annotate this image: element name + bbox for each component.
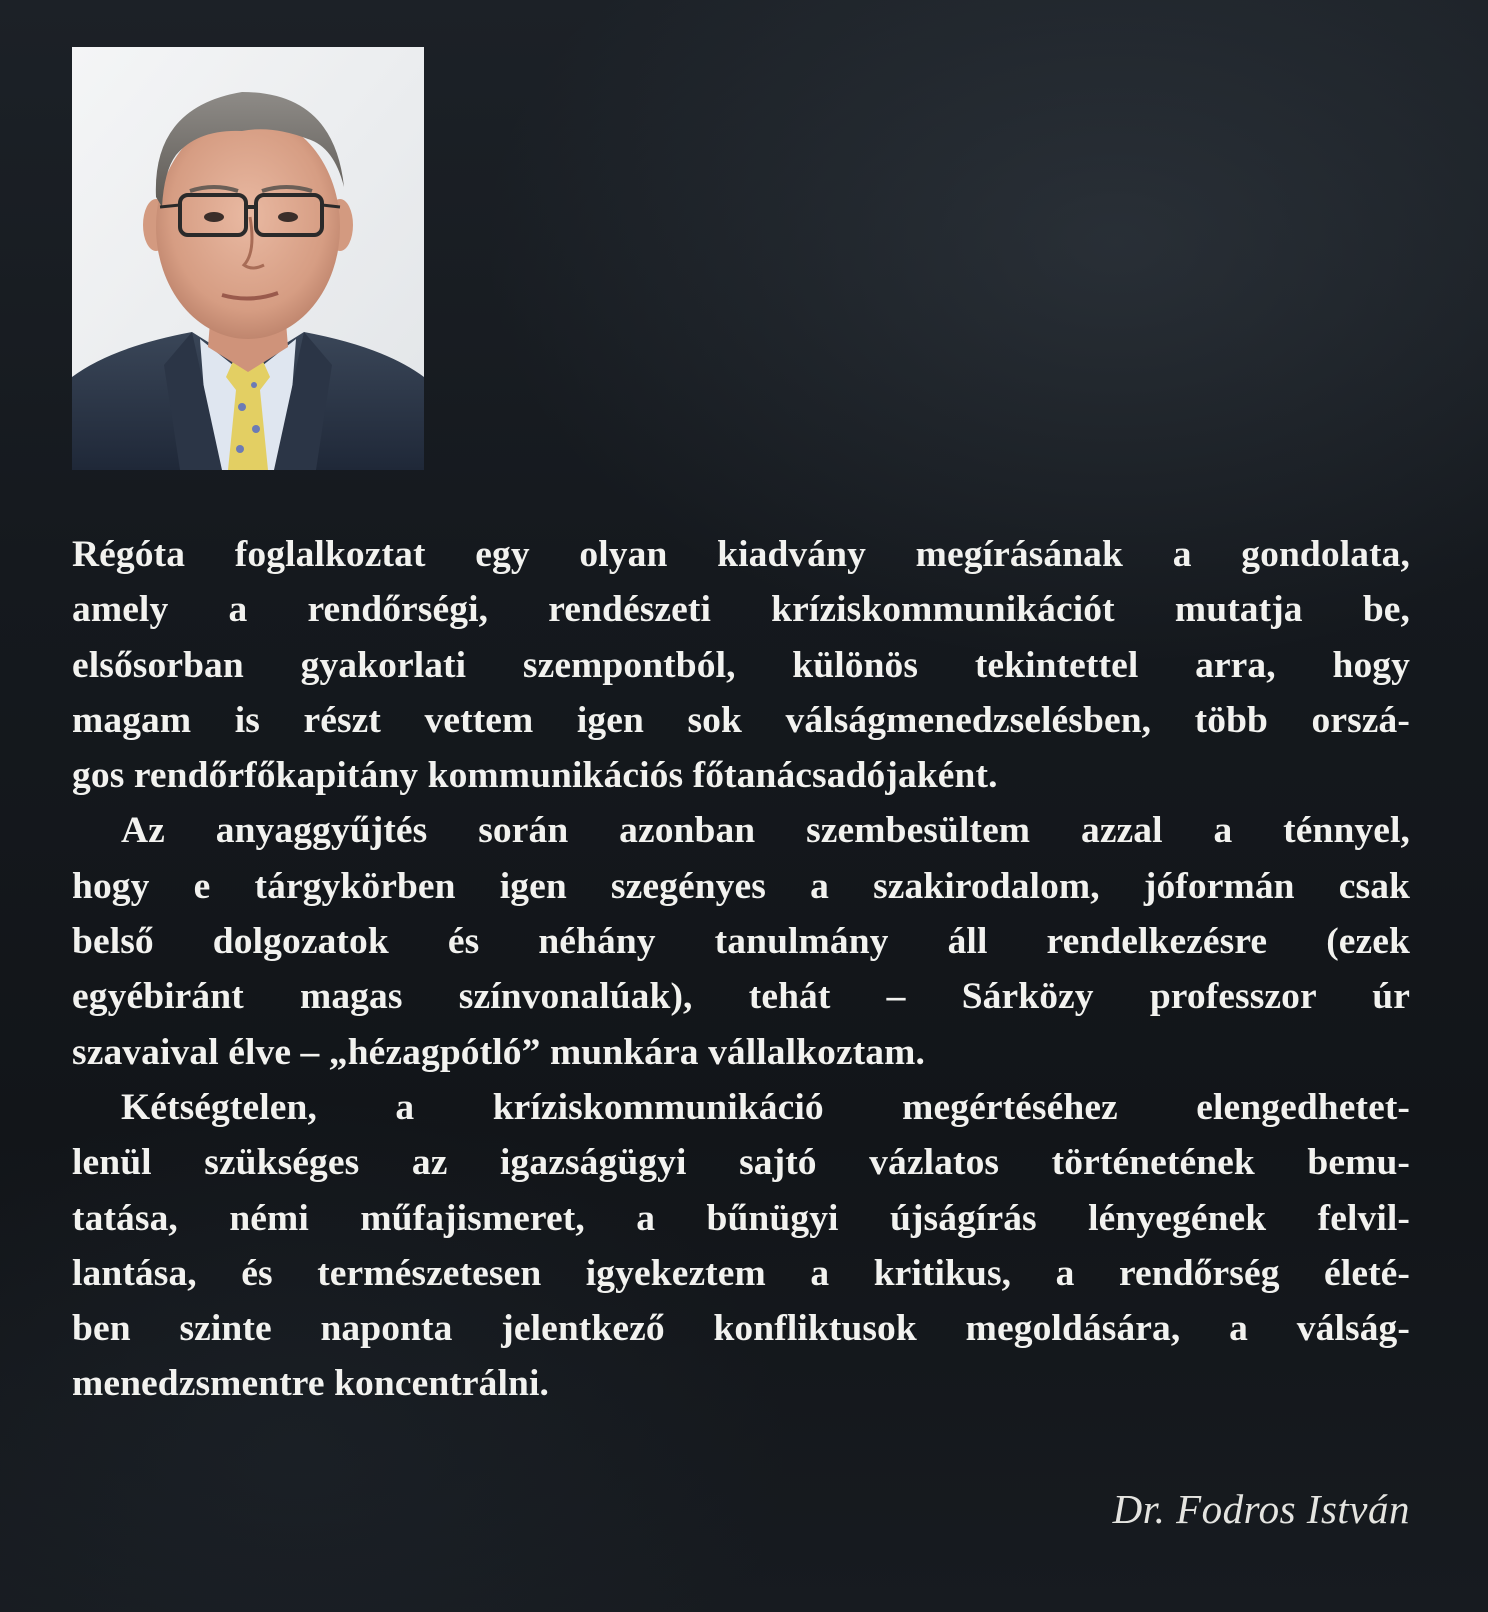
text-line: Az anyaggyűjtés során azonban szembesültem azzal a ténnyel,	[121, 810, 1410, 852]
paragraph-2	[72, 803, 1410, 1079]
text-line: szavaival élve – „hézagpótló” munkára vállalkoztam.	[72, 1031, 925, 1073]
text-line: gos rendőrfőkapitány kommunikációs főtanácsadójaként.	[72, 755, 998, 797]
text-line: Régóta foglalkoztat egy olyan kiadvány megírásának a gondolata,	[72, 534, 1410, 575]
text-line: belső dolgozatok és néhány tanulmány áll rendelkezésre (ezek	[72, 921, 1410, 963]
text-line: magam is részt vettem igen sok válságmenedzselésben, több orszá-	[72, 699, 1410, 741]
text-line: egyébiránt magas színvonalúak), tehát – Sárközy professzor úr	[72, 976, 1410, 1018]
text-line: elsősorban gyakorlati szempontból, különös tekintettel arra, hogy	[72, 644, 1410, 686]
text-line: ben szinte naponta jelentkező konfliktusok megoldására, a válság-	[72, 1308, 1410, 1350]
text-line: Kétségtelen, a kríziskommunikáció megértéséhez elengedhetet-	[121, 1086, 1410, 1128]
text-line: menedzsmentre koncentrálni.	[72, 1363, 549, 1405]
text-line: tatása, némi műfajismeret, a bűnügyi újságírás lényegének felvil-	[72, 1197, 1410, 1239]
paragraph-1	[72, 527, 1410, 803]
blurb-text	[72, 527, 1410, 1412]
author-signature: Dr. Fodros István	[1112, 1486, 1410, 1532]
text-line: lantása, és természetesen igyekeztem a kritikus, a rendőrség életé-	[72, 1252, 1410, 1294]
author-photo	[72, 47, 424, 470]
paragraph-3	[72, 1080, 1410, 1412]
text-line: amely a rendőrségi, rendészeti kríziskommunikációt mutatja be,	[72, 589, 1410, 631]
text-line: hogy e tárgykörben igen szegényes a szakirodalom, jóformán csak	[72, 865, 1410, 907]
text-line: lenül szükséges az igazságügyi sajtó vázlatos történetének bemu-	[72, 1142, 1410, 1184]
